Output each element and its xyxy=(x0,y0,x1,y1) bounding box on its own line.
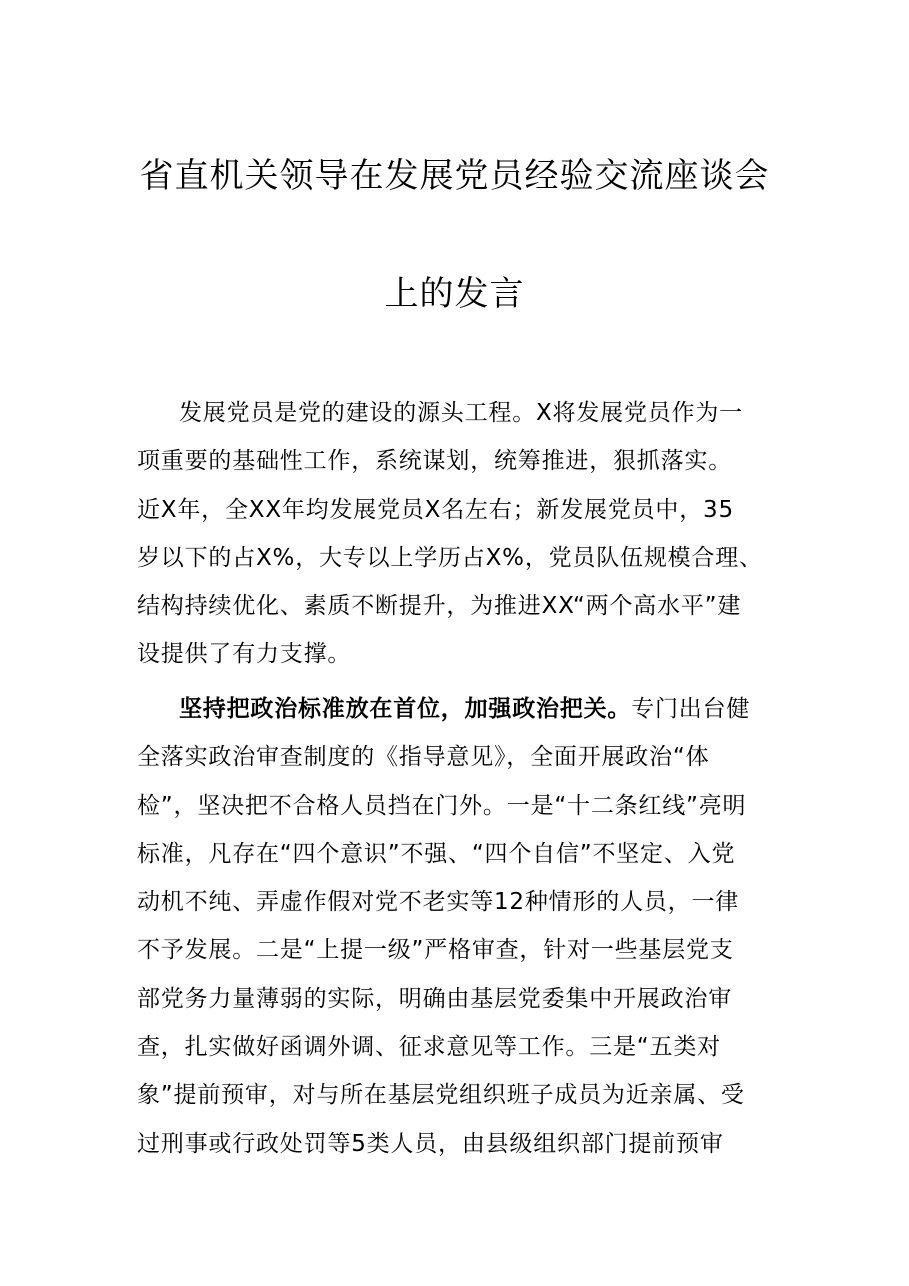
paragraph-1-line-4: 岁以下的占X%，大专以上学历占X%，党员队伍规模合理、 xyxy=(137,544,763,571)
paragraph-2-line-10: 过刑事或行政处罚等5类人员，由县级组织部门提前预审 xyxy=(137,1130,724,1157)
paragraph-2-line-3: 检”，坚决把不合格人员挡在门外。一是“十二条红线”亮明 xyxy=(137,792,747,819)
paragraph-2-line-1 xyxy=(137,685,797,733)
paragraph-1 xyxy=(137,389,797,679)
paragraph-2-line-5: 动机不纯、弄虚作假对党不老实等12种情形的人员，一律 xyxy=(137,889,740,916)
paragraph-2-line-8: 查，扎实做好函调外调、征求意见等工作。三是“五类对 xyxy=(137,1034,721,1061)
paragraph-2-line-7: 部党务力量薄弱的实际，明确由基层党委集中开展政治审 xyxy=(137,985,732,1012)
paragraph-1-line-1 xyxy=(137,389,797,437)
document-title-line-1: 省直机关领导在发展党员经验交流座谈会 xyxy=(139,156,770,196)
paragraph-2 xyxy=(137,685,797,1168)
document-title-line-2: 上的发言 xyxy=(384,274,525,314)
paragraph-2-line-9: 象”提前预审，对与所在基层党组织班子成员为近亲属、受 xyxy=(137,1082,745,1109)
paragraph-2-line-1-rest: 专门出台健 xyxy=(631,696,751,722)
paragraph-2-line-2: 全落实政治审查制度的《指导意见》，全面开展政治“体 xyxy=(137,744,710,771)
paragraph-2-heading: 坚持把政治标准放在首位，加强政治把关。 xyxy=(179,696,632,722)
paragraph-1-line-3: 近X年，全XX年均发展党员X名左右；新发展党员中，35 xyxy=(137,496,734,523)
paragraph-2-line-6: 不予发展。二是“上提一级”严格审查，针对一些基层党支 xyxy=(137,937,734,964)
paragraph-2-line-4: 标准，凡存在“四个意识”不强、“四个自信”不坚定、入党 xyxy=(137,840,736,867)
paragraph-1-line-2: 项重要的基础性工作，系统谋划，统筹推进，狠抓落实。 xyxy=(137,448,732,475)
paragraph-1-line-1-text: 发展党员是党的建设的源头工程。X将发展党员作为一 xyxy=(179,400,743,426)
paragraph-1-line-5: 结构持续优化、素质不断提升，为推进XX“两个高水平”建 xyxy=(137,593,742,620)
paragraph-1-line-6: 设提供了有力支撑。 xyxy=(137,641,352,668)
